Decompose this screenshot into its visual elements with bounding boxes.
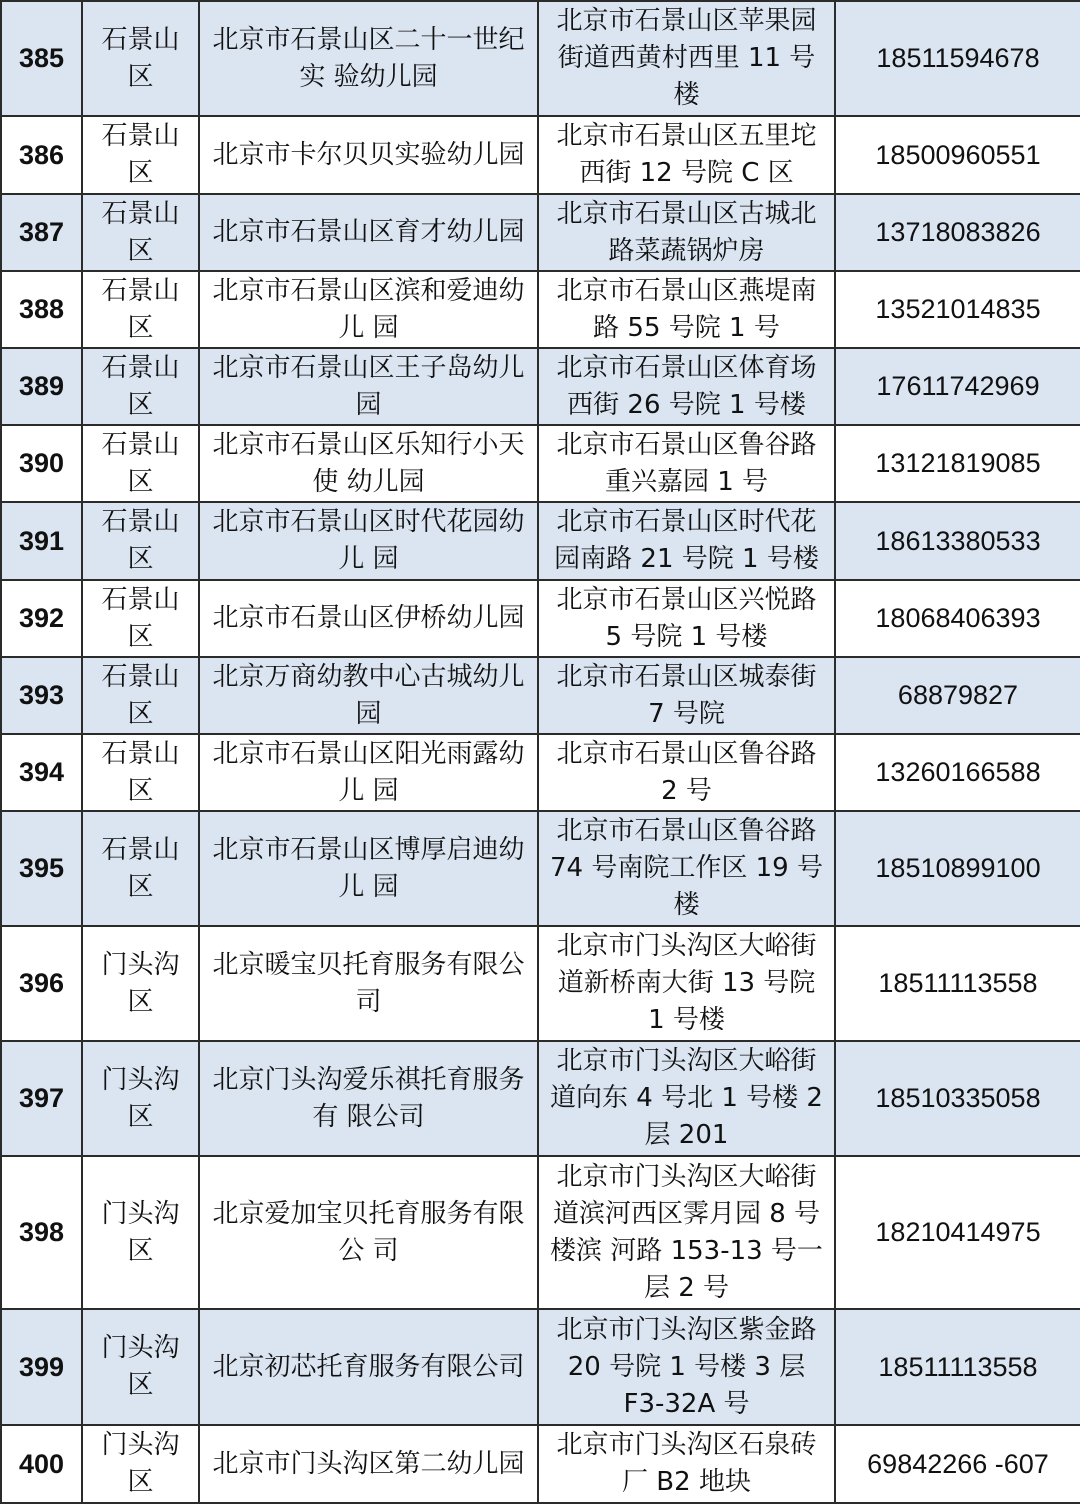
phone-cell: 18511113558: [835, 1309, 1080, 1425]
address-cell: 北京市石景山区时代花园南路 21 号院 1 号楼: [538, 502, 835, 580]
table-row: [1, 194, 1080, 271]
address-cell: 北京市石景山区鲁谷路 2 号: [538, 734, 835, 811]
row-number: 393: [1, 657, 82, 734]
address-cell: 北京市石景山区燕堤南路 55 号院 1 号: [538, 271, 835, 348]
district-cell: 石景山区: [82, 348, 199, 425]
row-number: 398: [1, 1156, 82, 1309]
phone-cell: 18500960551: [835, 116, 1080, 194]
district-cell: 石景山区: [82, 1, 199, 116]
address-cell: 北京市石景山区体育场西街 26 号院 1 号楼: [538, 348, 835, 425]
district-cell: 门头沟区: [82, 1156, 199, 1309]
table-row: [1, 116, 1080, 194]
district-cell: 石景山区: [82, 271, 199, 348]
institution-name-cell: 北京市石景山区育才幼儿园: [199, 194, 538, 271]
institution-name-cell: 北京市石景山区博厚启迪幼儿 园: [199, 811, 538, 926]
row-number: 396: [1, 926, 82, 1041]
institution-name-cell: 北京市石景山区滨和爱迪幼儿 园: [199, 271, 538, 348]
row-number: 395: [1, 811, 82, 926]
institution-name-cell: 北京市石景山区二十一世纪实 验幼儿园: [199, 1, 538, 116]
district-cell: 石景山区: [82, 194, 199, 271]
row-number: 389: [1, 348, 82, 425]
district-cell: 石景山区: [82, 116, 199, 194]
institution-name-cell: 北京万商幼教中心古城幼儿园: [199, 657, 538, 734]
address-cell: 北京市石景山区古城北路菜蔬锅炉房: [538, 194, 835, 271]
address-cell: 北京市门头沟区石泉砖厂 B2 地块: [538, 1425, 835, 1503]
institution-name-cell: 北京市门头沟区第二幼儿园: [199, 1425, 538, 1503]
table-row: [1, 271, 1080, 348]
phone-cell: 18510899100: [835, 811, 1080, 926]
district-cell: 门头沟区: [82, 1041, 199, 1156]
table-row: [1, 657, 1080, 734]
table-row: [1, 580, 1080, 657]
address-cell: 北京市门头沟区紫金路 20 号院 1 号楼 3 层 F3-32A 号: [538, 1309, 835, 1425]
district-cell: 门头沟区: [82, 926, 199, 1041]
institution-name-cell: 北京爱加宝贝托育服务有限公 司: [199, 1156, 538, 1309]
institution-name-cell: 北京市石景山区王子岛幼儿园: [199, 348, 538, 425]
table-row: [1, 1309, 1080, 1425]
phone-cell: 18511113558: [835, 926, 1080, 1041]
phone-cell: 18511594678: [835, 1, 1080, 116]
phone-cell: 68879827: [835, 657, 1080, 734]
row-number: 391: [1, 502, 82, 580]
phone-cell: 13521014835: [835, 271, 1080, 348]
phone-cell: 18510335058: [835, 1041, 1080, 1156]
institution-name-cell: 北京市石景山区乐知行小天使 幼儿园: [199, 425, 538, 502]
row-number: 399: [1, 1309, 82, 1425]
institution-name-cell: 北京初芯托育服务有限公司: [199, 1309, 538, 1425]
phone-cell: 18613380533: [835, 502, 1080, 580]
district-cell: 石景山区: [82, 502, 199, 580]
phone-cell: 69842266 -607: [835, 1425, 1080, 1503]
row-number: 400: [1, 1425, 82, 1503]
phone-cell: 13121819085: [835, 425, 1080, 502]
row-number: 386: [1, 116, 82, 194]
address-cell: 北京市石景山区鲁谷路重兴嘉园 1 号: [538, 425, 835, 502]
table-row: [1, 425, 1080, 502]
institution-name-cell: 北京门头沟爱乐祺托育服务有 限公司: [199, 1041, 538, 1156]
row-number: 394: [1, 734, 82, 811]
row-number: 385: [1, 1, 82, 116]
institution-name-cell: 北京市石景山区伊桥幼儿园: [199, 580, 538, 657]
institution-name-cell: 北京市石景山区时代花园幼儿 园: [199, 502, 538, 580]
table-row: [1, 1041, 1080, 1156]
phone-cell: 13260166588: [835, 734, 1080, 811]
district-cell: 石景山区: [82, 425, 199, 502]
table-row: [1, 926, 1080, 1041]
address-cell: 北京市门头沟区大峪街道滨河西区霁月园 8 号楼滨 河路 153-13 号一层 2 号: [538, 1156, 835, 1309]
row-number: 392: [1, 580, 82, 657]
address-cell: 北京市石景山区五里坨西街 12 号院 C 区: [538, 116, 835, 194]
table-row: [1, 734, 1080, 811]
phone-cell: 18068406393: [835, 580, 1080, 657]
address-cell: 北京市门头沟区大峪街道新桥南大街 13 号院 1 号楼: [538, 926, 835, 1041]
address-cell: 北京市石景山区城泰街 7 号院: [538, 657, 835, 734]
phone-cell: 18210414975: [835, 1156, 1080, 1309]
district-cell: 石景山区: [82, 580, 199, 657]
row-number: 390: [1, 425, 82, 502]
phone-cell: 17611742969: [835, 348, 1080, 425]
district-cell: 门头沟区: [82, 1309, 199, 1425]
address-cell: 北京市石景山区苹果园街道西黄村西里 11 号楼: [538, 1, 835, 116]
row-number: 387: [1, 194, 82, 271]
institution-name-cell: 北京市石景山区阳光雨露幼儿 园: [199, 734, 538, 811]
table-row: [1, 811, 1080, 926]
address-cell: 北京市石景山区鲁谷路 74 号南院工作区 19 号楼: [538, 811, 835, 926]
district-cell: 门头沟区: [82, 1425, 199, 1503]
district-cell: 石景山区: [82, 811, 199, 926]
institution-name-cell: 北京市卡尔贝贝实验幼儿园: [199, 116, 538, 194]
table-row: [1, 502, 1080, 580]
district-cell: 石景山区: [82, 734, 199, 811]
address-cell: 北京市门头沟区大峪街道向东 4 号北 1 号楼 2 层 201: [538, 1041, 835, 1156]
institution-name-cell: 北京暖宝贝托育服务有限公司: [199, 926, 538, 1041]
table-row: [1, 1425, 1080, 1503]
table-row: [1, 348, 1080, 425]
row-number: 388: [1, 271, 82, 348]
district-cell: 石景山区: [82, 657, 199, 734]
table-row: [1, 1156, 1080, 1309]
address-cell: 北京市石景山区兴悦路 5 号院 1 号楼: [538, 580, 835, 657]
table-row: [1, 1, 1080, 116]
row-number: 397: [1, 1041, 82, 1156]
phone-cell: 13718083826: [835, 194, 1080, 271]
